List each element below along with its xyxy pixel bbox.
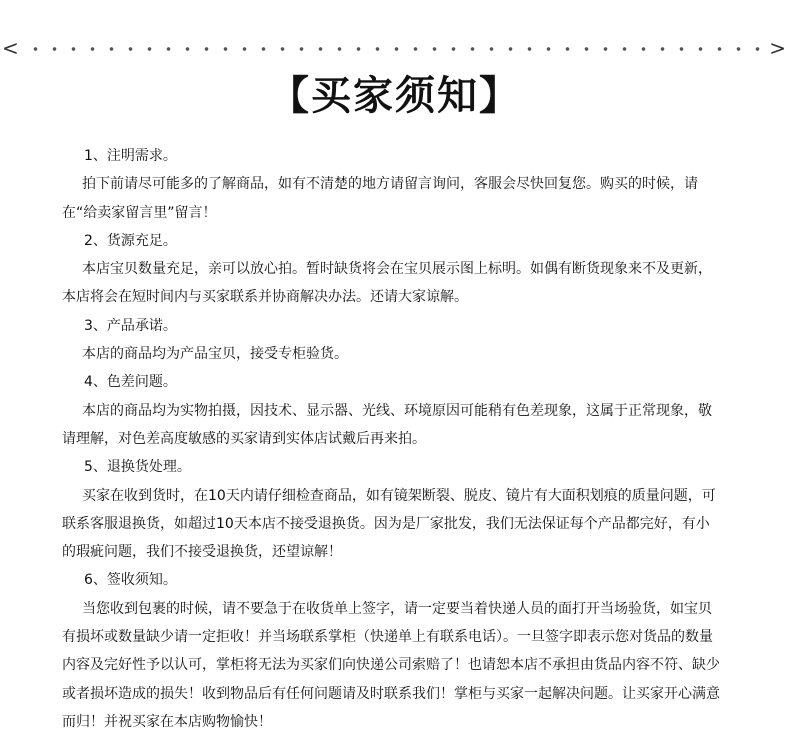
section-body: 买家在收到货时，在10天内请仔细检查商品，如有镜架断裂、脱皮、镜片有大面积划痕的质量问题，可联系客服退换货，如超过10天本店不接受退换货。因为是厂家批发，我们无法保证每个产品都完好，有小的瑕疵问题，我们不接受退换货，还望谅解！ xyxy=(62,487,716,561)
section-heading: 2、货源充足。 xyxy=(84,232,177,249)
chevron-right-icon: > xyxy=(769,36,786,60)
section-heading: 6、签收须知。 xyxy=(84,572,177,589)
section-body: 本店的商品均为实物拍摄，因技术、显示器、光线、环境原因可能稍有色差现象，这属于正常现象，敬请理解，对色差高度敏感的买家请到实体店试戴后再来拍。 xyxy=(62,402,712,447)
section-body: 本店宝贝数量充足，亲可以放心拍。暂时缺货将会在宝贝展示图上标明。如偶有断货现象来不及更新，本店将会在短时间内与买家联系并协商解决办法。还请大家谅解。 xyxy=(62,261,712,306)
page-title: 【买家须知】 xyxy=(269,73,521,119)
section-body: 本店的商品均为产品宝贝，接受专柜验货。 xyxy=(82,346,348,363)
section-heading: 5、退换货处理。 xyxy=(84,459,191,476)
section-body: 当您收到包裹的时候，请不要急于在收货单上签字，请一定要当着快递人员的面打开当场验货，如宝贝有损坏或数量缺少请一定拒收！并当场联系掌柜（快递单上有联系电话）。一旦签字即表示您对货品的数量内容及完好性予以认可，掌柜将无法为买家们向快递公司索赔了！也请恕本店不承担由货品内容不符、缺少或者损坏造成的损失！收到物品后有任何问题请及时联系我们！掌柜与买家一起解决问题。让买家开心满意而归！并祝买家在本店购物愉快！ xyxy=(62,600,720,730)
section-body: 拍下前请尽可能多的了解商品，如有不清楚的地方请留言询问，客服会尽快回复您。购买的时候，请在“给卖家留言里”留言！ xyxy=(62,176,698,221)
section-heading: 1、注明需求。 xyxy=(84,148,177,164)
dotted-line xyxy=(26,47,764,51)
section-heading: 4、色差问题。 xyxy=(84,374,177,391)
section-heading: 3、产品承诺。 xyxy=(84,317,177,334)
notice-content xyxy=(62,142,722,736)
dotted-divider xyxy=(0,36,790,60)
chevron-left-icon: < xyxy=(2,36,19,60)
